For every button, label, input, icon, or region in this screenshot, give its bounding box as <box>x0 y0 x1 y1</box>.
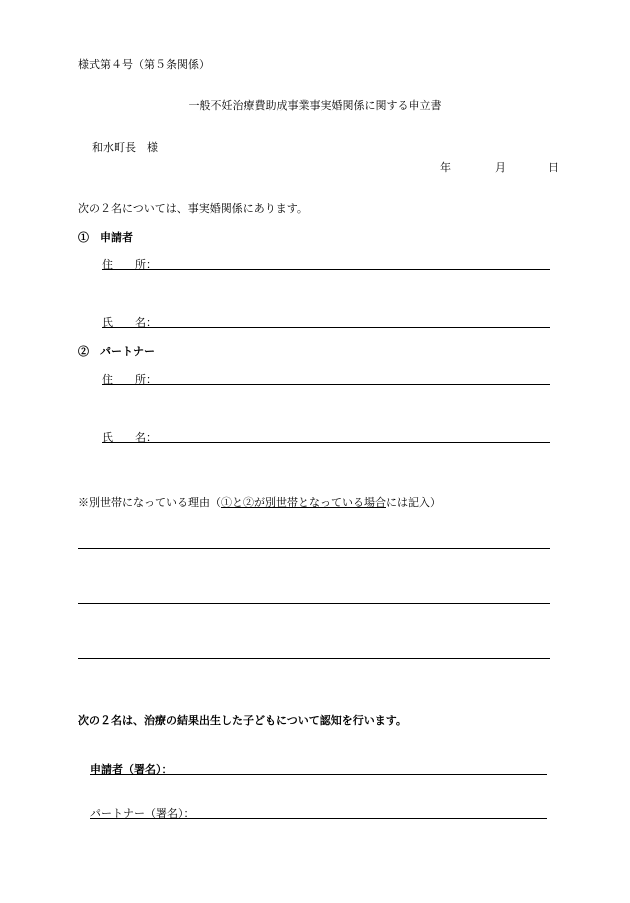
addressee: 和水町長 様 <box>92 141 158 154</box>
date-day-label: 日 <box>548 161 559 174</box>
reason-line-3[interactable] <box>78 658 550 659</box>
partner-signature-label: パートナー（署名）： <box>90 807 195 820</box>
reason-prefix: ※別世帯になっている理由（ <box>78 496 221 509</box>
date-month-label: 月 <box>495 161 506 174</box>
applicant-name-label: 氏 名： <box>102 316 157 329</box>
form-number: 様式第４号（第５条関係） <box>78 58 210 71</box>
intro-text: 次の２名については、事実婚関係にあります。 <box>78 202 308 215</box>
reason-underlined: ①と②が別世帯となっている場合 <box>221 496 386 509</box>
partner-name-label: 氏 名： <box>102 431 157 444</box>
page-title: 一般不妊治療費助成事業事実婚関係に関する申立書 <box>188 99 442 112</box>
partner-name-field[interactable] <box>102 442 550 443</box>
applicant-address-label: 住 所： <box>102 258 157 271</box>
applicant-name-field[interactable] <box>102 327 550 328</box>
reason-suffix: には記入） <box>386 496 441 509</box>
partner-signature-field[interactable] <box>90 818 547 819</box>
reason-line-1[interactable] <box>78 548 550 549</box>
partner-address-label: 住 所： <box>102 373 157 386</box>
acknowledgement-text: 次の２名は、治療の結果出生した子どもについて認知を行います。 <box>78 714 407 727</box>
separate-household-reason-label <box>78 494 441 510</box>
date-year-label: 年 <box>440 161 451 174</box>
applicant-address-field[interactable] <box>102 269 550 270</box>
partner-address-field[interactable] <box>102 384 550 385</box>
partner-heading: ② パートナー <box>78 345 155 358</box>
reason-line-2[interactable] <box>78 603 550 604</box>
applicant-signature-field[interactable] <box>90 774 547 775</box>
applicant-heading: ① 申請者 <box>78 231 133 244</box>
applicant-signature-label: 申請者（署名）： <box>90 763 173 776</box>
